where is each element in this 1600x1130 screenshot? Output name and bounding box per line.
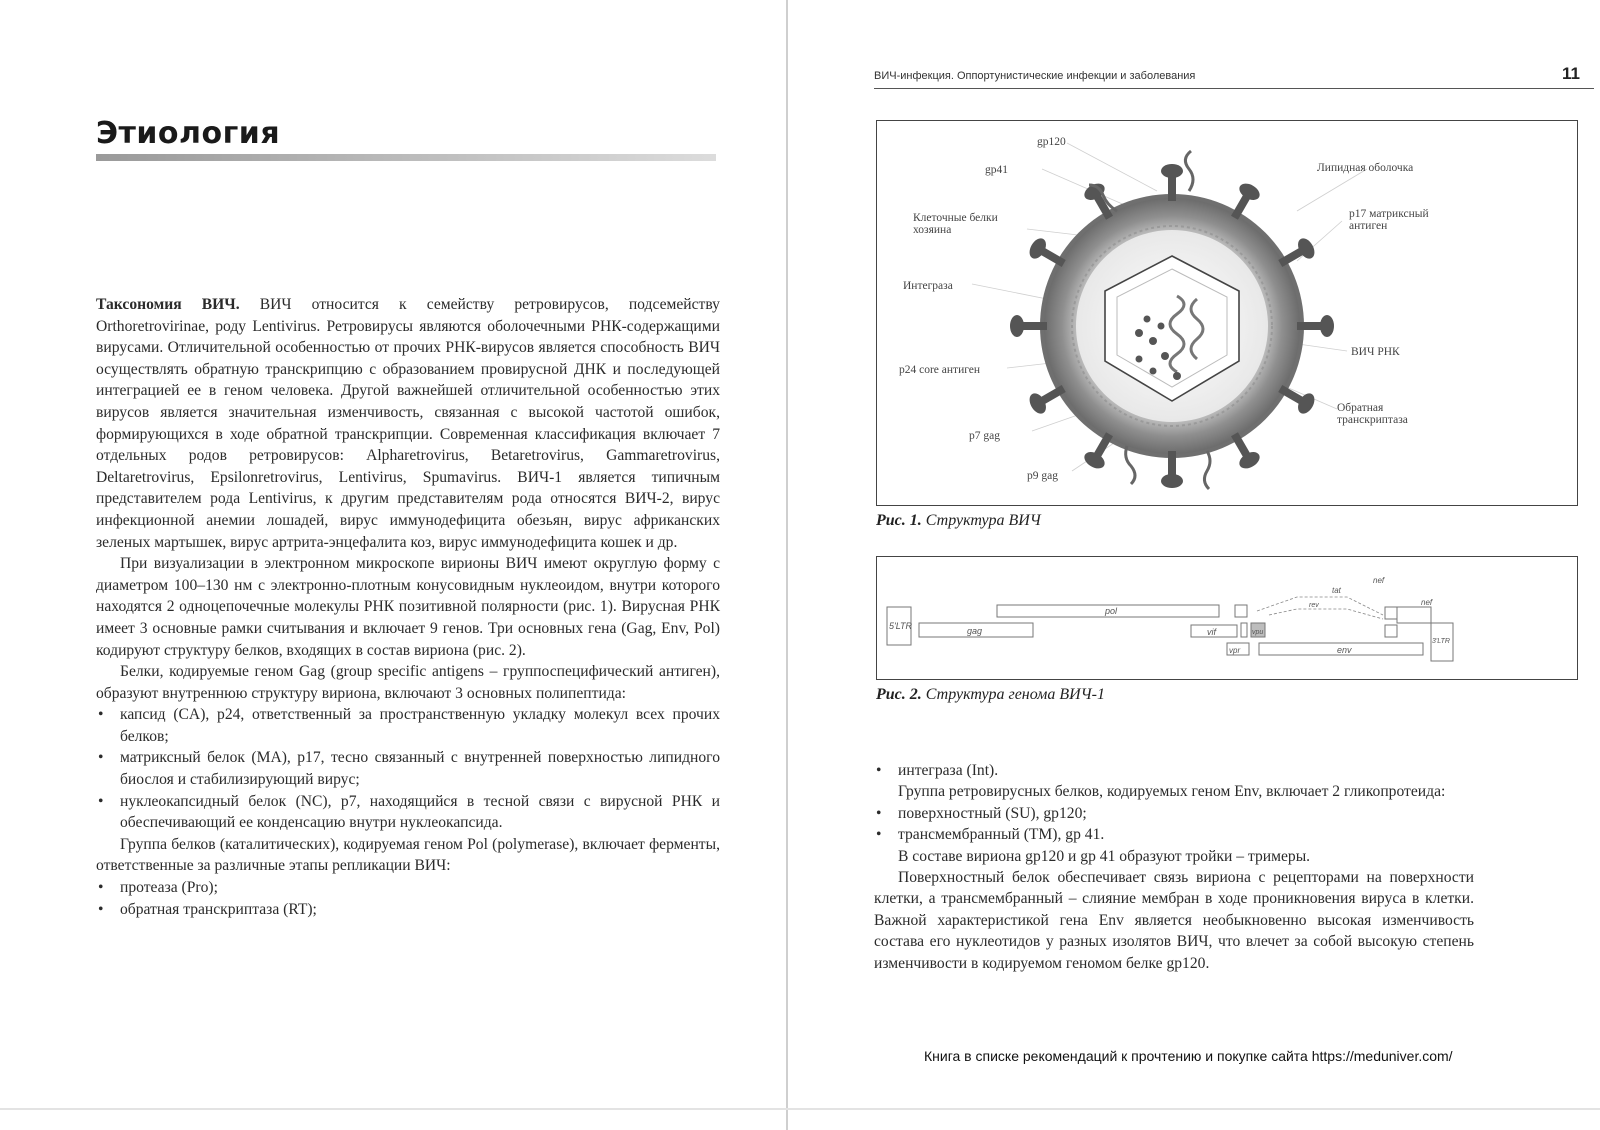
- nef-box: [1397, 607, 1431, 623]
- list-item: • интеграза (Int).: [874, 760, 1474, 781]
- title-rule: [96, 154, 716, 161]
- label-p7: p7 gag: [969, 430, 1000, 442]
- label-tat: tat: [1332, 586, 1341, 595]
- label-gag: gag: [967, 626, 983, 636]
- tat-exon-box: [1235, 605, 1247, 617]
- rev-exon-box: [1385, 607, 1397, 619]
- figure-hiv-structure: [876, 120, 1578, 506]
- pol-paragraph: Группа белков (каталитических), кодируемая геном Pol (polymerase), включает ферменты, ответственные за различные этапы репликации ВИЧ:: [96, 835, 720, 875]
- label-nef-top: nef: [1373, 576, 1385, 585]
- pol-list-continued: [874, 760, 1474, 781]
- figure1-caption-text: Структура ВИЧ: [925, 512, 1041, 529]
- figure2-caption-number: Рис. 2.: [876, 686, 922, 703]
- label-ltr5: 5'LTR: [889, 621, 913, 631]
- list-item: • обратная транскриптаза (RT);: [96, 899, 720, 921]
- trimers-paragraph: В составе вириона gp120 и gp 41 образуют тройки – тримеры.: [898, 847, 1311, 865]
- label-rt-2: транскриптаза: [1337, 414, 1408, 426]
- label-ltr3: 3'LTR: [1432, 638, 1450, 645]
- label-p9: p9 gag: [1027, 470, 1058, 482]
- left-text-column: [96, 294, 720, 920]
- page-number: 11: [1562, 64, 1580, 83]
- label-vif: vif: [1207, 627, 1216, 637]
- genome-diagram: [877, 557, 1577, 679]
- section-title: Этиология: [96, 116, 281, 151]
- label-p17-1: p17 матриксный: [1349, 208, 1429, 220]
- right-page: [790, 0, 1600, 1130]
- label-gp120: gp120: [1037, 136, 1066, 148]
- label-host-proteins-1: Клеточные белки: [913, 212, 998, 224]
- right-text-column: [874, 760, 1474, 974]
- label-env: env: [1337, 645, 1352, 655]
- label-lipid-envelope: Липидная оболочка: [1317, 162, 1414, 174]
- gag-paragraph: Белки, кодируемые геном Gag (group specific antigens – группоспецифический антиген), образуют внутреннюю структуру вириона, включают 3 основных полипептида:: [96, 663, 720, 702]
- label-p17-2: антиген: [1349, 220, 1388, 232]
- microscope-paragraph: При визуализации в электронном микроскопе вирионы ВИЧ имеют округлую форму с диаметром 100–130 нм с электронно-плотным конусовидным нуклеоидом, внутри которого находятся 2 одноцепочечные молекулы РНК позитивной полярности (рис. 1). Вирусная РНК имеет 3 основные рамки считывания и включает 9 генов. Три основных гена (Gag, Env, Pol) кодируют структуру белков, входящих в состав вириона (рис. 2).: [96, 555, 720, 659]
- list-item: • поверхностный (SU), gp120;: [874, 803, 1474, 824]
- taxonomy-text: ВИЧ относится к семейству ретровирусов, подсемейству Orthoretrovirinae, роду Lentivirus. Ретровирусы являются оболочечными РНК-содержащими вирусами. Отличительной особенностью от прочих РНК-вирусов является способность ВИЧ осуществлять обратную транскрипцию с образованием провирусной ДНК и последующей интеграцией ее в геном человека. Другой важнейшей отличительной особенностью этих вирусов является значительная изменчивость, связанная с высокой частотой ошибок, формирующихся в ходе обратной транскрипции. Современная классификация включает 7 отдельных родов ретровирусов: Alpharetrovirus, Betaretrovirus, Gammaretrovirus, Deltaretrovirus, Epsilonretrovirus, Lentivirus, Spumavirus. ВИЧ-1 является типичным представителем рода Lentivirus, к другим представителям рода относятся ВИЧ-2, вирус инфекционной анемии лошадей, вирус иммунодефицита обезьян, вирус африканских зеленых мартышек, вирус артрита-энцефалита коз, вирус иммунодефицита кошек и др.: [96, 296, 720, 551]
- label-rev: rev: [1309, 602, 1319, 609]
- label-host-proteins-2: хозяина: [913, 224, 952, 236]
- list-item: • матриксный белок (MA), p17, тесно связанный с внутренней поверхностью липидного биослоя и стабилизирующий вирус;: [96, 747, 720, 790]
- label-p24: p24 core антиген: [899, 364, 981, 376]
- label-pol: pol: [1105, 606, 1118, 616]
- list-item: • нуклеокапсидный белок (NC), p7, находящийся в тесной связи с вирусной РНК и обеспечивающий ее конденсацию внутри нуклеокапсида.: [96, 791, 720, 834]
- taxonomy-lead: Таксономия ВИЧ.: [96, 296, 240, 313]
- footer-note: Книга в списке рекомендаций к прочтению и покупке сайта https://meduniver.com/: [924, 1048, 1453, 1064]
- left-page: [0, 0, 790, 1130]
- label-nef: nef: [1421, 598, 1433, 607]
- figure-genome-structure: [876, 556, 1578, 680]
- small-exon-box: [1241, 623, 1247, 637]
- list-item: • трансмембранный (TM), gp 41.: [874, 824, 1474, 845]
- label-hiv-rna: ВИЧ РНК: [1351, 346, 1400, 358]
- label-vpu: vpu: [1252, 629, 1264, 636]
- env-list: [874, 803, 1474, 846]
- figure1-caption: [876, 512, 1041, 530]
- pol-list: [96, 877, 720, 920]
- list-item: • капсид (CA), p24, ответственный за пространственную укладку молекул всех прочих белков;: [96, 704, 720, 747]
- label-gp41: gp41: [985, 164, 1008, 176]
- gag-list: [96, 704, 720, 834]
- label-integrase: Интеграза: [903, 280, 953, 292]
- running-header: [874, 66, 1594, 89]
- env-paragraph: Группа ретровирусных белков, кодируемых геном Env, включает 2 гликопротеида:: [898, 783, 1446, 801]
- list-item: • протеаза (Pro);: [96, 877, 720, 899]
- splice-lines: [1257, 597, 1383, 619]
- running-title: ВИЧ-инфекция. Оппортунистические инфекции и заболевания: [874, 70, 1196, 82]
- label-rt-1: Обратная: [1337, 402, 1384, 414]
- figure1-caption-number: Рис. 1.: [876, 512, 922, 529]
- surface-paragraph: Поверхностный белок обеспечивает связь вириона с рецепторами на поверхности клетки, а трансмембранный – слияние мембран в ходе проникновения вируса в клетки. Важной характеристикой гена Env является необыкновенно высокая изменчивость состава его нуклеотидов у разных изолятов ВИЧ, что влечет за собой высокую степень изменчивости в кодируемом геномом белке gp120.: [874, 869, 1474, 972]
- taxonomy-paragraph: [96, 294, 720, 553]
- label-vpr: vpr: [1229, 646, 1241, 655]
- hiv-virion-diagram: [877, 121, 1577, 505]
- figure2-caption-text: Структура генома ВИЧ-1: [925, 686, 1106, 703]
- figure2-caption: [876, 686, 1105, 704]
- tat-exon2-box: [1385, 625, 1397, 637]
